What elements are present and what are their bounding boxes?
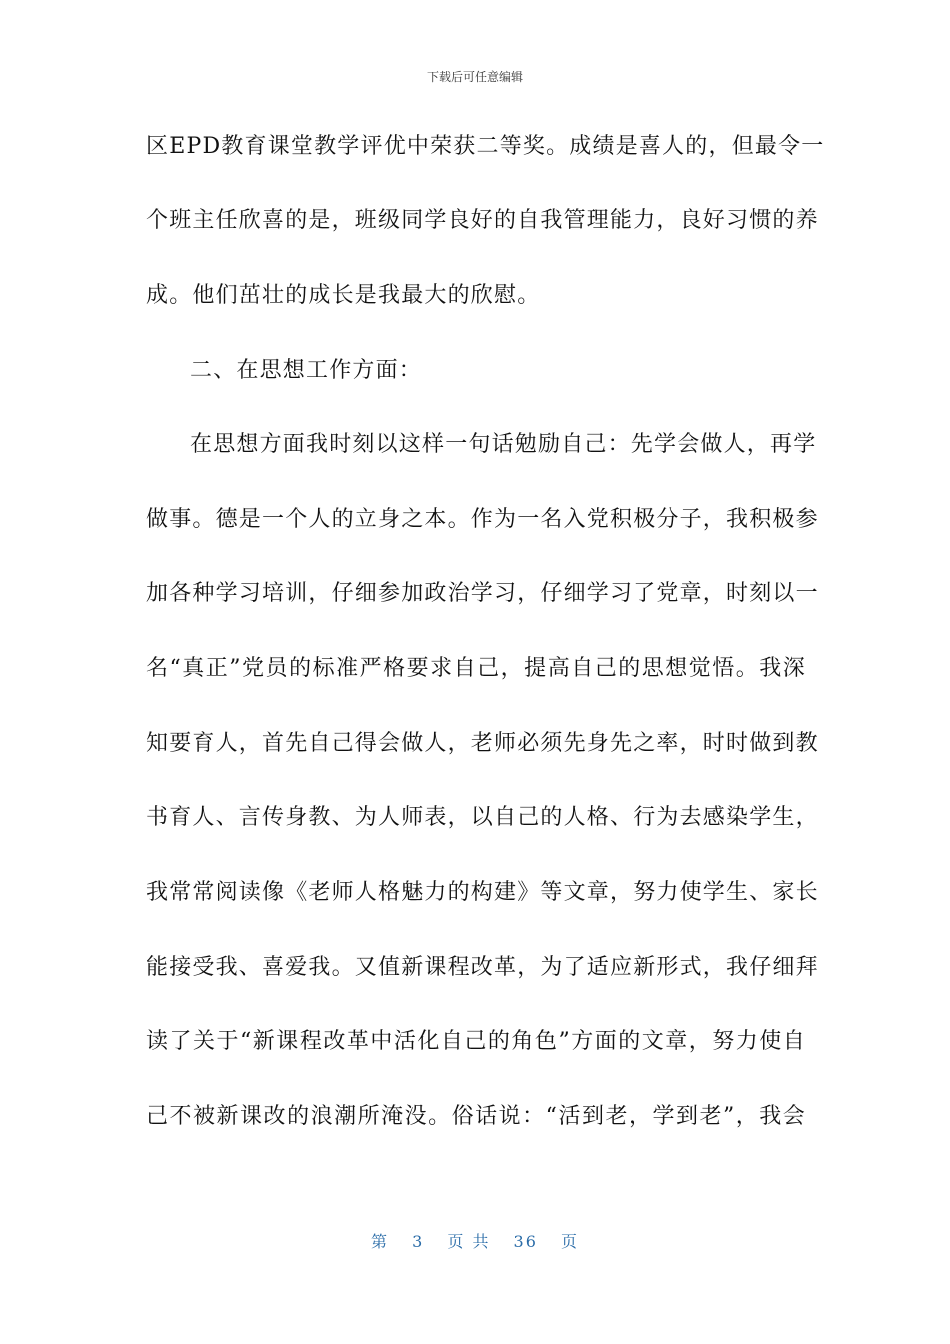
paragraph-line: 书育人、言传身教、为人师表，以自己的人格、行为去感染学生， bbox=[146, 805, 819, 830]
paragraph-line: 名“真正”党员的标准严格要求自己，提高自己的思想觉悟。我深 bbox=[146, 656, 806, 681]
footer-prefix: 第 bbox=[370, 1232, 389, 1251]
footer-suffix: 页 bbox=[561, 1232, 580, 1251]
paragraph-line: 区EPD教育课堂教学评优中荣获二等奖。成绩是喜人的，但最令一 bbox=[146, 134, 825, 159]
paragraph-line: 能接受我、喜爱我。又值新课程改革，为了适应新形式，我仔细拜 bbox=[146, 955, 819, 980]
paragraph-line: 加各种学习培训，仔细参加政治学习，仔细学习了党章，时刻以一 bbox=[146, 581, 819, 606]
page-number-footer bbox=[0, 1229, 950, 1252]
paragraph-line: 做事。德是一个人的立身之本。作为一名入党积极分子，我积极参 bbox=[146, 507, 819, 532]
paragraph-line: 读了关于“新课程改革中活化自己的角色”方面的文章，努力使自 bbox=[146, 1029, 806, 1054]
section-heading: 二、在思想工作方面： bbox=[190, 358, 423, 383]
paragraph-line: 知要育人，首先自己得会做人，老师必须先身先之率，时时做到教 bbox=[146, 731, 819, 756]
paragraph-line: 己不被新课改的浪潮所淹没。俗话说：“活到老，学到老”，我会 bbox=[146, 1104, 806, 1129]
paragraph-line: 个班主任欣喜的是，班级同学良好的自我管理能力，良好习惯的养 bbox=[146, 208, 819, 233]
page-header-note: 下载后可任意编辑 bbox=[426, 70, 523, 84]
footer-middle: 页 共 bbox=[447, 1232, 491, 1251]
current-page-number: 3 bbox=[412, 1232, 425, 1251]
total-pages: 36 bbox=[513, 1232, 538, 1251]
paragraph-line: 成。他们茁壮的成长是我最大的欣慰。 bbox=[146, 283, 541, 308]
paragraph-line: 在思想方面我时刻以这样一句话勉励自己：先学会做人，再学 bbox=[190, 432, 817, 457]
paragraph-line: 我常常阅读像《老师人格魅力的构建》等文章，努力使学生、家长 bbox=[146, 880, 819, 905]
